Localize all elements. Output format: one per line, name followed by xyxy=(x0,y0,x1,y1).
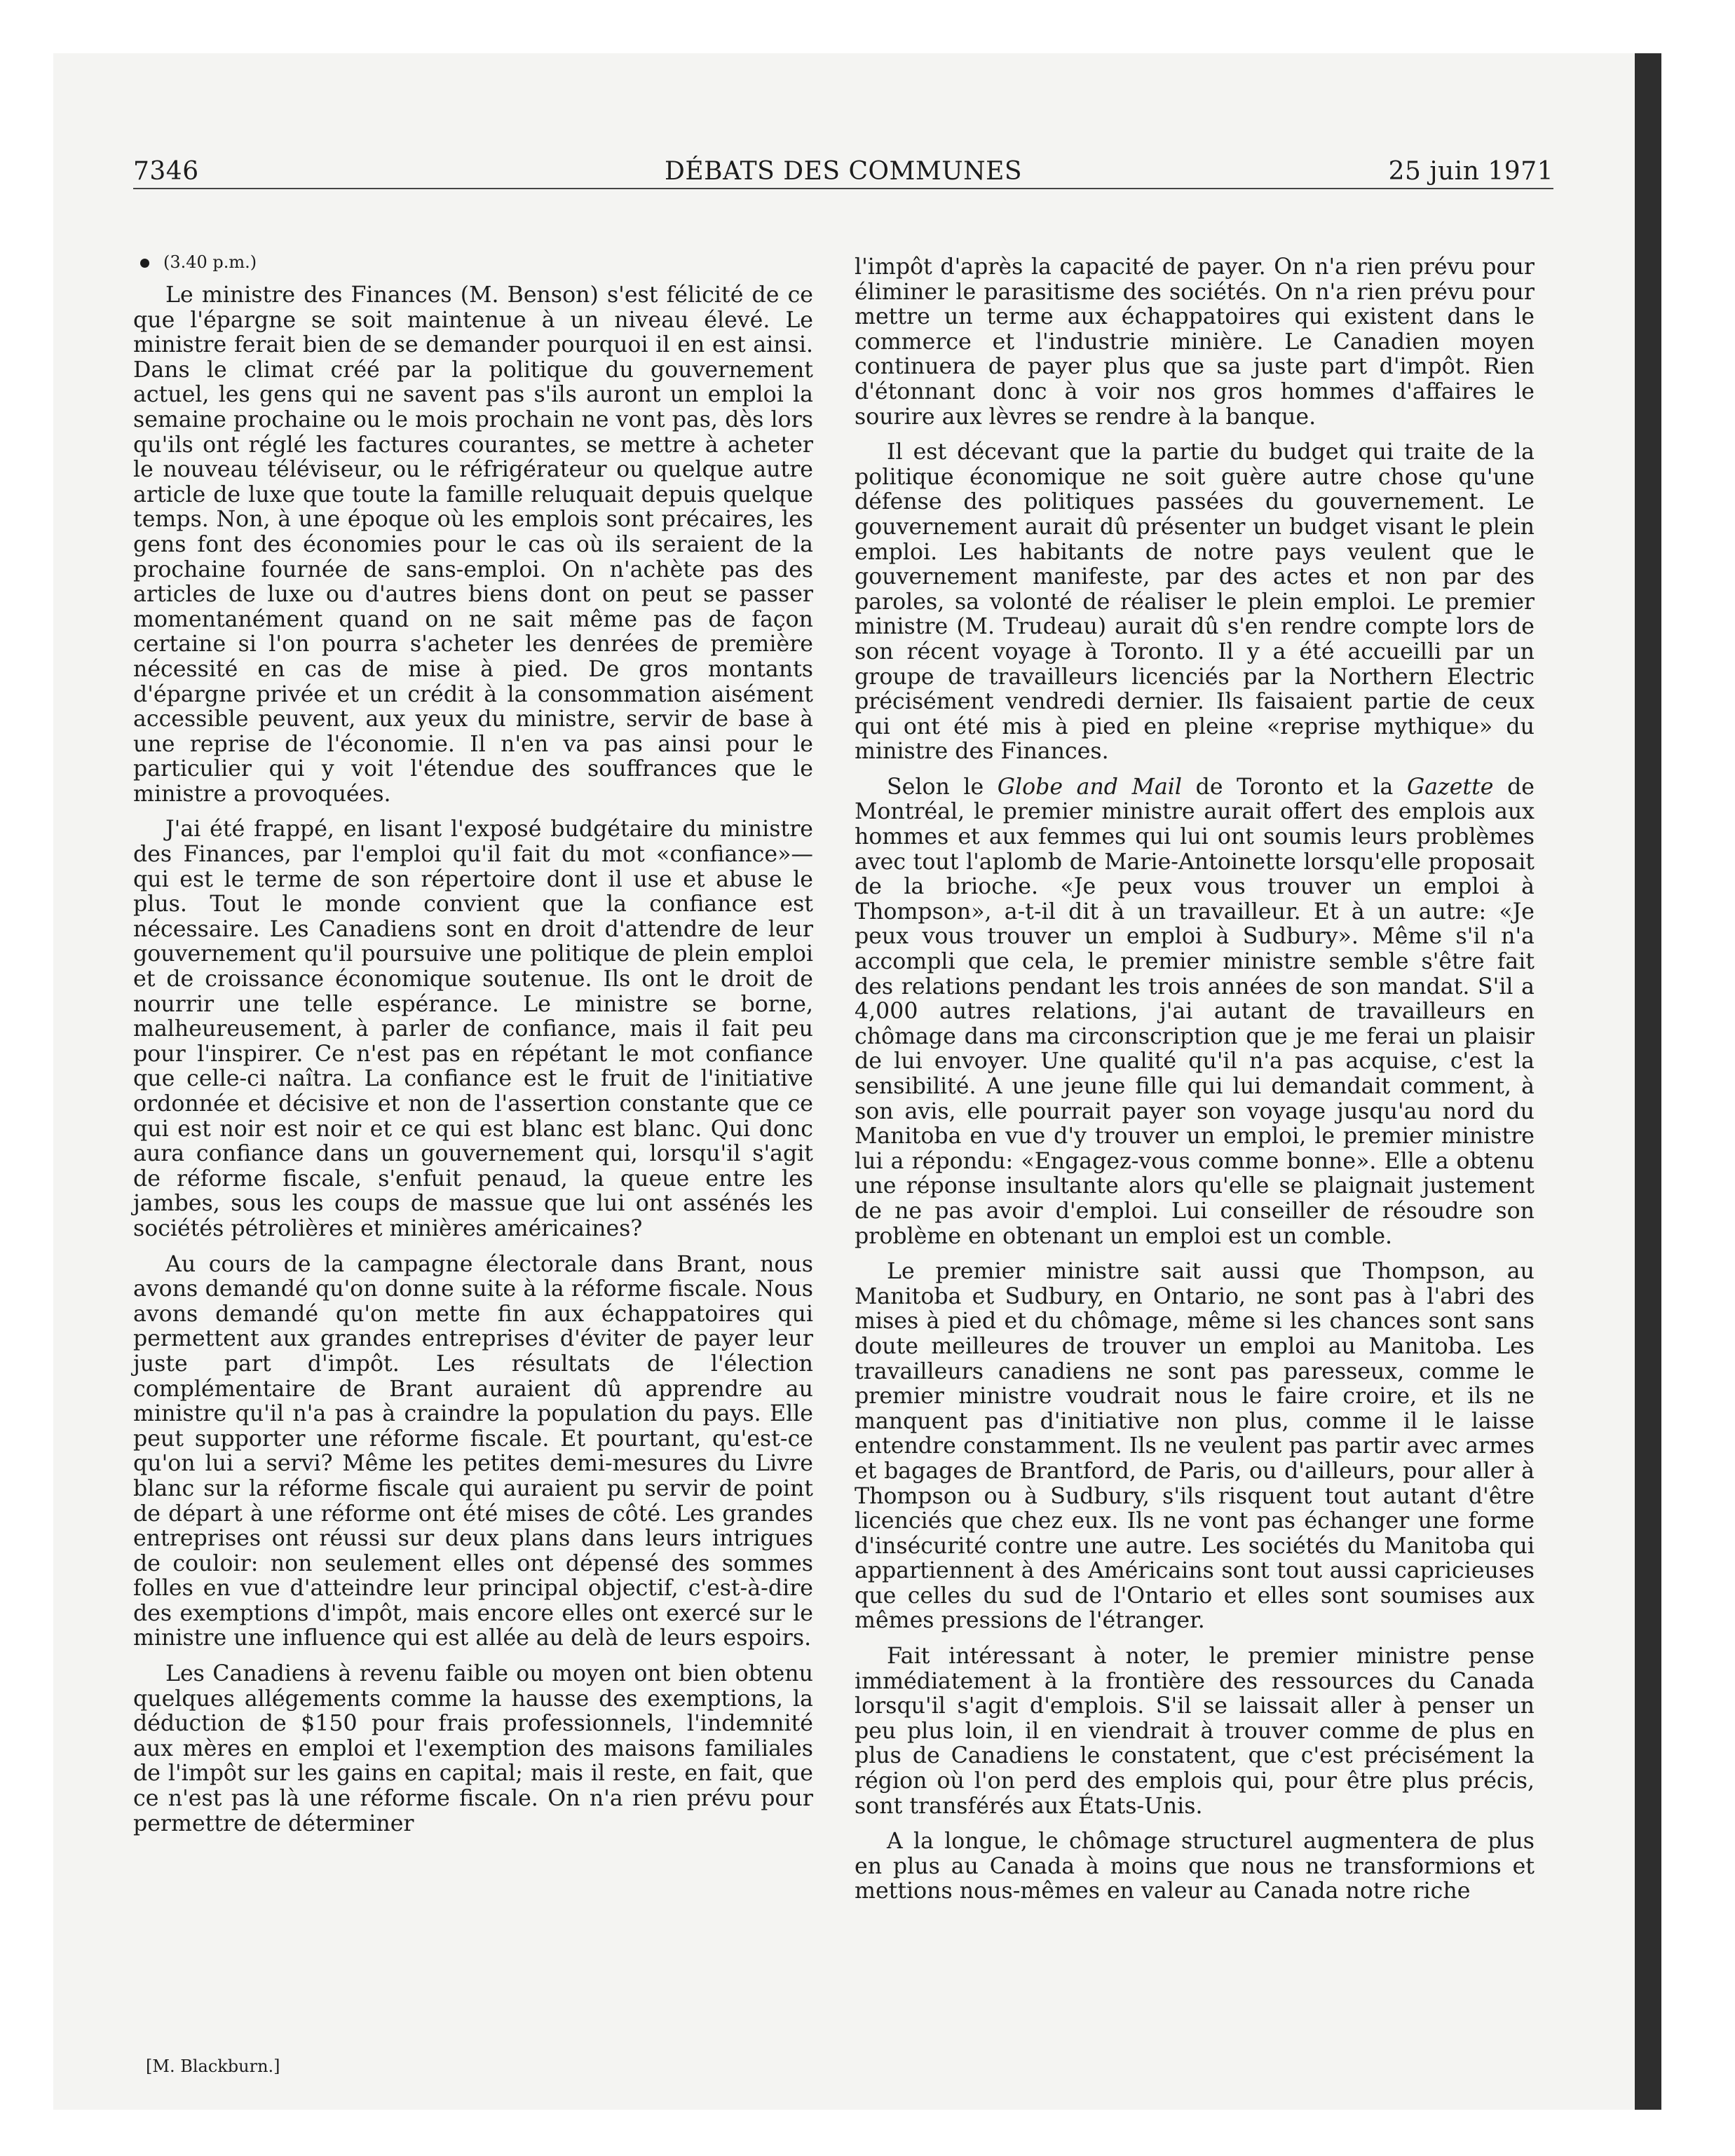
paragraph: Fait intéressant à noter, le premier ministre pense immédiatement à la frontière des ressources du Canada lorsqu'il s'agit d'emplois. S'il se laissait aller à penser un peu plus loin, il en viendrait à trouver comme de plus en plus de Canadiens le constatent, que c'est précisément la région où l'on perd des emplois qui, pour être plus précis, sont transférés aux États-Unis. xyxy=(855,1644,1535,1819)
paragraph xyxy=(855,775,1535,1249)
paragraph: Il est décevant que la partie du budget qui traite de la politique économique ne soit guère autre chose qu'une défense des politiques passées du gouvernement. Le gouvernement aurait dû présenter un budget visant le plein emploi. Les habitants de notre pays veulent que le gouvernement manifeste, par des actes et non par des paroles, sa volonté de réaliser le plein emploi. Le premier ministre (M. Trudeau) aurait dû s'en rendre compte lors de son récent voyage à Toronto. Il y a été accueilli par un groupe de travailleurs licenciés par la Northern Electric précisément vendredi dernier. Ils faisaient partie de ceux qui ont été mis à pied en pleine «reprise mythique» du ministre des Finances. xyxy=(855,439,1535,765)
speaker-note: [M. Blackburn.] xyxy=(146,2056,280,2076)
scan-dark-edge xyxy=(1635,53,1661,2110)
paragraph: Au cours de la campagne électorale dans Brant, nous avons demandé qu'on donne suite à la réforme fiscale. Nous avons demandé qu'on mette fin aux échappatoires qui permettent aux grandes entreprises d'éviter de payer leur juste part d'impôt. Les résultats de l'élection complémentaire de Brant auraient dû apprendre au ministre qu'il n'a pas à craindre la population du pays. Elle peut supporter une réforme fiscale. Et pourtant, qu'est-ce qu'on lui a servi? Même les petites demi-mesures du Livre blanc sur la réforme fiscale qui auraient pu servir de point de départ à une réforme ont été mises de côté. Les grandes entreprises ont réussi sur deux plans dans leurs intrigues de couloir: non seulement elles ont dépensé des sommes folles en vue d'atteindre leur principal objectif, c'est-à-dire des exemptions d'impôt, mais encore elles ont exercé sur le ministre une influence qui est allée au delà de leurs espoirs. xyxy=(133,1251,813,1651)
text-run: de Toronto et la xyxy=(1182,774,1407,800)
time-marker xyxy=(140,250,813,275)
page-number: 7346 xyxy=(133,157,199,186)
right-column xyxy=(855,255,1535,1915)
running-header xyxy=(133,157,1553,191)
left-column xyxy=(133,250,813,1847)
newspaper-name: Gazette xyxy=(1406,774,1494,800)
paragraph: Le premier ministre sait aussi que Thompson, au Manitoba et Sudbury, en Ontario, ne sont pas à l'abri des mises à pied et du chômage, même si les chances sont sans doute meilleures de trouver un emploi au Manitoba. Les travailleurs canadiens ne sont pas paresseux, comme le premier ministre voudrait nous le faire croire, et ils ne manquent pas d'initiative non plus, comme il le laisse entendre constamment. Ils ne veulent pas partir avec armes et bagages de Brantford, de Paris, ou d'ailleurs, pour aller à Thompson ou à Sudbury, s'ils risquent tout autant d'être licenciés que chez eux. Ils ne vont pas échanger une forme d'insécurité contre une autre. Les sociétés du Manitoba qui appartiennent à des Américains sont tout aussi capricieuses que celles du sud de l'Ontario et elles sont soumises aux mêmes pressions de l'étranger. xyxy=(855,1259,1535,1634)
text-run: Selon le xyxy=(887,774,998,800)
publication-title: DÉBATS DES COMMUNES xyxy=(664,157,1023,186)
paragraph: J'ai été frappé, en lisant l'exposé budgétaire du ministre des Finances, par l'emploi qu'il fait du mot «confiance»—qui est le terme de son répertoire dont il use et abuse le plus. Tout le monde convient que la confiance est nécessaire. Les Canadiens sont en droit d'attendre de leur gouvernement qu'il poursuive une politique de plein emploi et de croissance économique soutenue. Ils ont le droit de nourrir une telle espérance. Le ministre se borne, malheureusement, à parler de confiance, mais il fait peu pour l'inspirer. Ce n'est pas en répétant le mot confiance que celle-ci naîtra. La confiance est le fruit de l'initiative ordonnée et décisive et non de l'assertion constante que ce qui est noir est noir et ce qui est blanc est blanc. Qui donc aura confiance dans un gouvernement qui, lorsqu'il s'agit de réforme fiscale, s'enfuit penaud, la queue entre les jambes, sous les coups de massue que lui ont assénés les sociétés pétrolières et minières américaines? xyxy=(133,817,813,1241)
header-rule xyxy=(133,188,1553,189)
paragraph: Le ministre des Finances (M. Benson) s'est félicité de ce que l'épargne se soit maintenue à un niveau élevé. Le ministre ferait bien de se demander pourquoi il en est ainsi. Dans le climat créé par la politique du gouvernement actuel, les gens qui ne savent pas s'ils auront un emploi la semaine prochaine ou le mois prochain ne vont pas, dès lors qu'ils ont réglé les factures courantes, se mettre à acheter le nouveau téléviseur, ou le réfrigérateur ou quelque autre article de luxe que toute la famille reluquait depuis quelque temps. Non, à une époque où les emplois sont précaires, les gens font des économies pour le cas où ils seraient de la prochaine fournée de sans-emploi. On n'achète pas des articles de luxe ou d'autres biens dont on peut se passer momentanément quand on ne sait même pas de façon certaine si l'on pourra s'acheter les denrées de première nécessité en cas de mise à pied. De gros montants d'épargne privée et un crédit à la consommation aisément accessible peuvent, aux yeux du ministre, servir de base à une reprise de l'économie. Il n'en va pas ainsi pour le particulier qui y voit l'étendue des souffrances que le ministre a provoquées. xyxy=(133,282,813,807)
time-marker-text: (3.40 p.m.) xyxy=(163,252,257,272)
page-date: 25 juin 1971 xyxy=(1388,157,1553,186)
paragraph: A la longue, le chômage structurel augmentera de plus en plus au Canada à moins que nous ne transformions et mettions nous-mêmes en valeur au Canada notre riche xyxy=(855,1829,1535,1904)
bullet-icon xyxy=(140,259,149,268)
newspaper-name: Globe and Mail xyxy=(997,774,1183,800)
text-run: de Montréal, le premier ministre aurait offert des emplois aux hommes et aux femmes qui lui ont soumis leurs problèmes avec tout l'aplomb de Marie-Antoinette lorsqu'elle proposait de la brioche. «Je peux vous trouver un emploi à Thompson», a-t-il dit à un travailleur. Et à un autre: «Je peux vous trouver un emploi à Sudbury». Même s'il n'a accompli que cela, le premier ministre semble s'être fait des relations pendant les trois années de son mandat. S'il a 4,000 autres relations, j'ai autant de travailleurs en chômage dans ma circonscription que je me ferai un plaisir de lui envoyer. Une qualité qu'il n'a pas acquise, c'est la sensibilité. A une jeune fille qui lui demandait comment, à son avis, elle pourrait payer son voyage jusqu'au nord du Manitoba en vue d'y trouver un emploi, le premier ministre lui a répondu: «Engagez-vous comme bonne». Elle a obtenu une réponse insultante alors qu'elle se plaignait justement de ne pas avoir d'emploi. Lui conseiller de résoudre son problème en obtenant un emploi est un comble. xyxy=(855,774,1535,1249)
paragraph-continuation: l'impôt d'après la capacité de payer. On n'a rien prévu pour éliminer le parasitisme des sociétés. On n'a rien prévu pour mettre un terme aux échappatoires qui existent dans le commerce et l'industrie minière. Le Canadien moyen continuera de payer plus que sa juste part d'impôt. Rien d'étonnant donc à voir nos gros hommes d'affaires le sourire aux lèvres se rendre à la banque. xyxy=(855,254,1535,430)
paragraph: Les Canadiens à revenu faible ou moyen ont bien obtenu quelques allégements comme la hausse des exemptions, la déduction de $150 pour frais professionnels, l'indemnité aux mères en emploi et l'exemption des maisons familiales de l'impôt sur les gains en capital; mais il reste, en fait, que ce n'est pas là une réforme fiscale. On n'a rien prévu pour permettre de déterminer xyxy=(133,1661,813,1836)
